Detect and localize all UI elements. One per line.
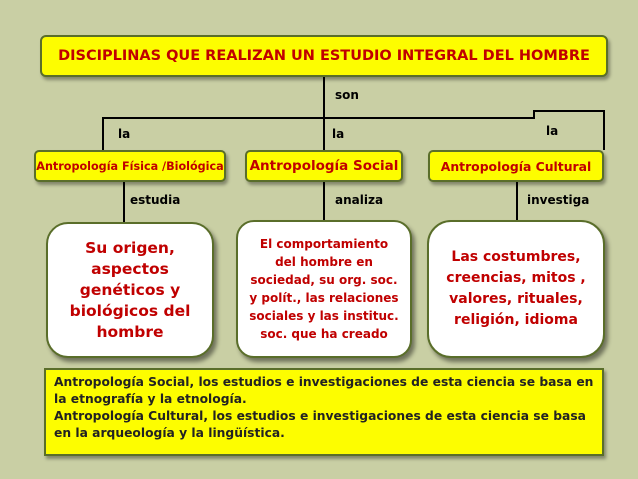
category-social-label: Antropología Social: [249, 158, 399, 174]
branch-link-center: la: [332, 127, 345, 141]
note-social: Antropología Social, los estudios e investigaciones de esta ciencia se basa en la etnografía y la etnología.: [54, 375, 594, 406]
branch-verb-center: analiza: [335, 193, 384, 207]
description-fisica-biologica: [46, 222, 214, 358]
category-fisica-biologica-label: Antropología Física /Biológica: [36, 159, 224, 173]
category-social: [245, 150, 403, 182]
category-cultural-label: Antropología Cultural: [440, 158, 592, 174]
branch-verb-right: investiga: [527, 193, 590, 207]
description-cultural-text: Las costumbres, creencias, mitos , valores, rituales, religión, idioma: [446, 249, 586, 328]
connector-center-down: [323, 117, 325, 150]
connector-right-down: [603, 110, 605, 150]
description-social-text: El comportamiento del hombre en sociedad, su org. soc. y polít., las relaciones sociales y las instituc. soc. que ha creado: [249, 237, 399, 341]
connector-horizontal: [102, 117, 533, 119]
connector-right-step: [533, 110, 535, 119]
diagram-title-text: DISCIPLINAS QUE REALIZAN UN ESTUDIO INTEGRAL DEL HOMBRE: [58, 48, 590, 64]
connector-horizontal-right: [533, 110, 603, 112]
connector-right-verb: [516, 182, 518, 220]
branch-verb-left: estudia: [130, 193, 181, 207]
connector-left-down: [102, 117, 104, 150]
description-fisica-biologica-text: Su origen, aspectos genéticos y biológicos del hombre: [69, 238, 191, 341]
connector-title-down: [323, 77, 325, 119]
connector-label-son: son: [335, 88, 359, 102]
category-fisica-biologica: [34, 150, 226, 182]
description-social: [236, 220, 412, 358]
branch-link-left: la: [118, 127, 131, 141]
connector-center-verb: [323, 182, 325, 220]
category-cultural: [428, 150, 604, 182]
note-cultural: Antropología Cultural, los estudios e investigaciones de esta ciencia se basa en la arqueología y la lingüística.: [54, 409, 586, 440]
connector-left-verb: [123, 182, 125, 222]
branch-link-right: la: [546, 124, 559, 138]
description-cultural: [427, 220, 605, 358]
notes-box: [44, 368, 604, 456]
diagram-title: [40, 35, 608, 77]
